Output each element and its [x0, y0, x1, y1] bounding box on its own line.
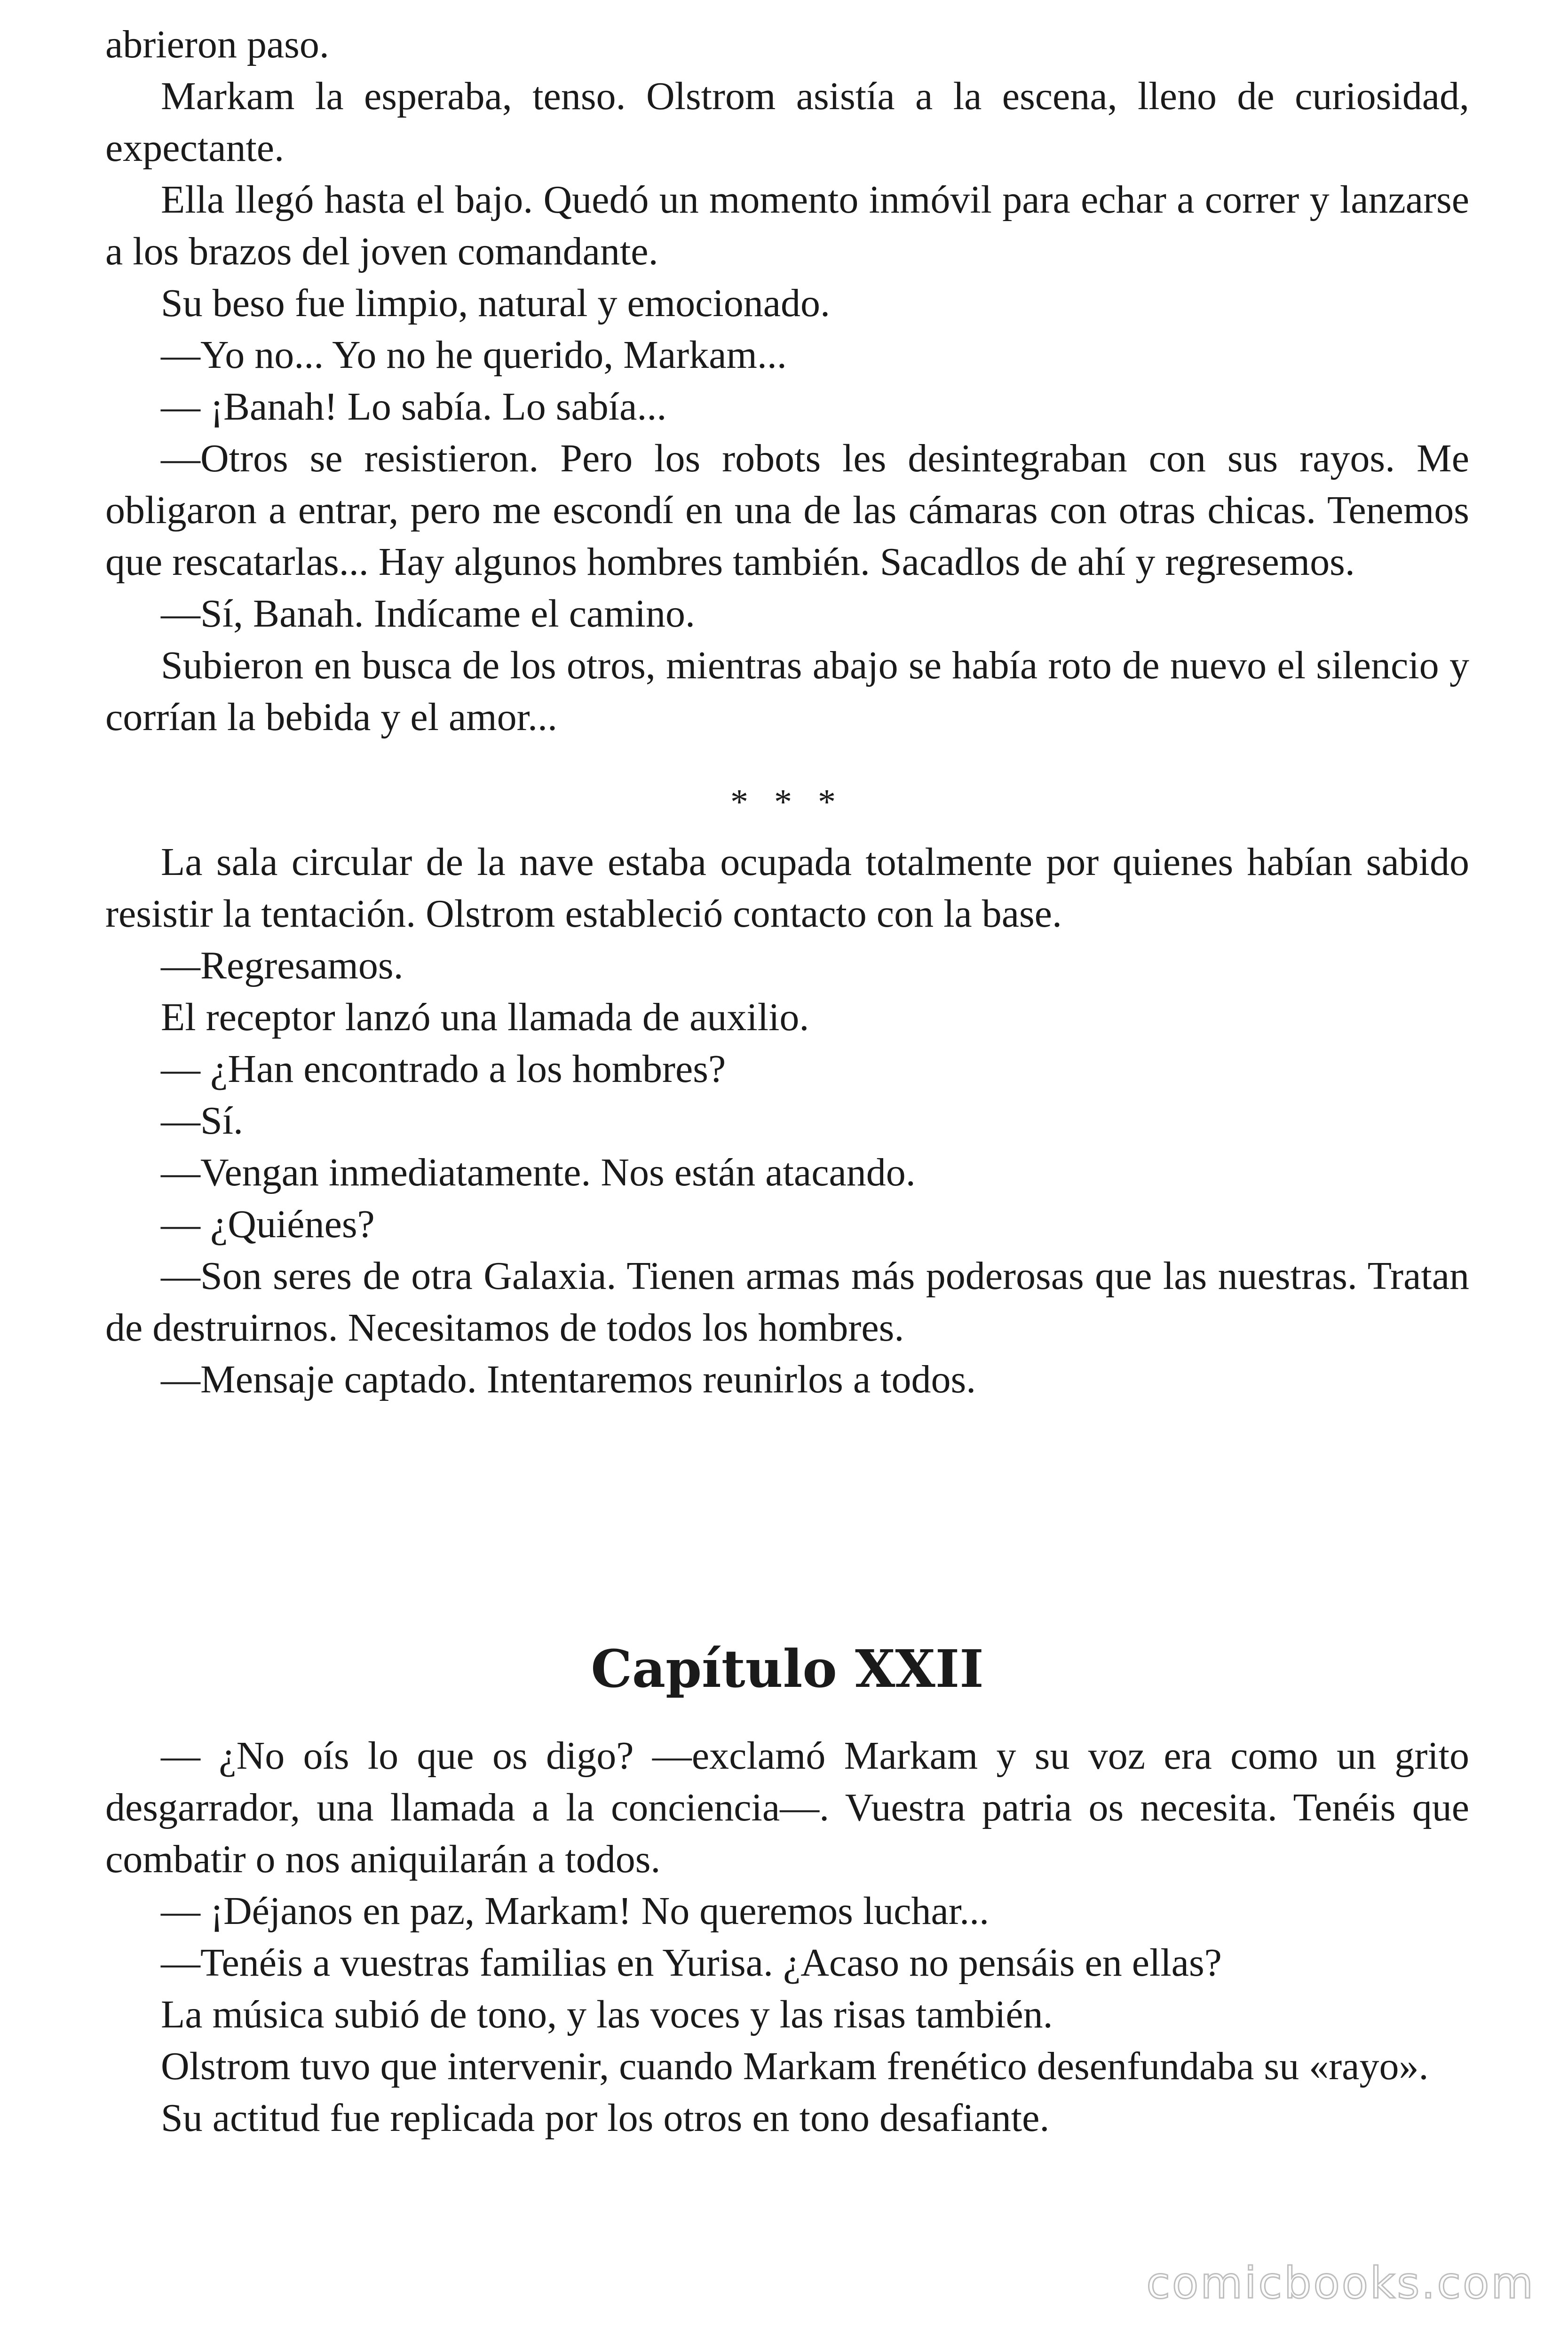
paragraph: — ¿No oís lo que os digo? —exclamó Markam y su voz era como un grito desgarrador, una llamada a la conciencia—. Vuestra patria os necesita. Tenéis que combatir o nos aniquilarán a todos.: [105, 1734, 1469, 1881]
section-separator: * * *: [730, 782, 844, 822]
text-section-1: [105, 19, 1469, 743]
paragraph: Su actitud fue replicada por los otros en tono desafiante.: [161, 2096, 1050, 2140]
chapter-title: Capítulo XXII: [591, 1638, 984, 1699]
paragraph: —Mensaje captado. Intentaremos reunirlos a todos.: [161, 1358, 976, 1401]
paragraph: Ella llegó hasta el bajo. Quedó un momento inmóvil para echar a correr y lanzarse a los brazos del joven comandante.: [105, 178, 1469, 273]
paragraph: Markam la esperaba, tenso. Olstrom asistía a la escena, lleno de curiosidad, expectante.: [105, 74, 1469, 170]
paragraph: —Regresamos.: [161, 944, 404, 987]
paragraph: Su beso fue limpio, natural y emocionado.: [161, 281, 831, 325]
paragraph: —Son seres de otra Galaxia. Tienen armas más poderosas que las nuestras. Tratan de destruirnos. Necesitamos de todos los hombres.: [105, 1254, 1469, 1350]
paragraph: El receptor lanzó una llamada de auxilio.: [161, 995, 809, 1039]
paragraph: —Yo no... Yo no he querido, Markam...: [161, 333, 787, 377]
paragraph: — ¡Déjanos en paz, Markam! No queremos luchar...: [161, 1889, 990, 1933]
paragraph: —Sí, Banah. Indícame el camino.: [161, 592, 696, 636]
paragraph: — ¿Han encontrado a los hombres?: [161, 1047, 726, 1091]
paragraph: —Tenéis a vuestras familias en Yurisa. ¿Acaso no pensáis en ellas?: [161, 1941, 1222, 1985]
paragraph: Olstrom tuvo que intervenir, cuando Markam frenético desenfundaba su «rayo».: [161, 2044, 1429, 2088]
book-page: [105, 19, 1469, 2144]
text-section-3: [105, 1730, 1469, 2144]
paragraph: La música subió de tono, y las voces y las risas también.: [161, 1993, 1053, 2036]
watermark: comicbooks.com: [1146, 2258, 1535, 2308]
paragraph: — ¡Banah! Lo sabía. Lo sabía...: [161, 385, 667, 429]
paragraph: La sala circular de la nave estaba ocupada totalmente por quienes habían sabido resistir la tentación. Olstrom estableció contacto con la base.: [105, 840, 1469, 936]
paragraph: —Otros se resistieron. Pero los robots les desintegraban con sus rayos. Me obligaron a entrar, pero me escondí en una de las cámaras con otras chicas. Tenemos que rescatarlas... Hay algunos hombres también. Sacadlos de ahí y regresemos.: [105, 437, 1469, 584]
text-section-2: [105, 836, 1469, 1406]
paragraph: Subieron en busca de los otros, mientras abajo se había roto de nuevo el silencio y corrían la bebida y el amor...: [105, 644, 1469, 739]
paragraph: —Vengan inmediatamente. Nos están atacando.: [161, 1151, 916, 1194]
paragraph: abrieron paso.: [105, 23, 329, 66]
paragraph: —Sí.: [161, 1099, 244, 1143]
paragraph: — ¿Quiénes?: [161, 1202, 375, 1246]
